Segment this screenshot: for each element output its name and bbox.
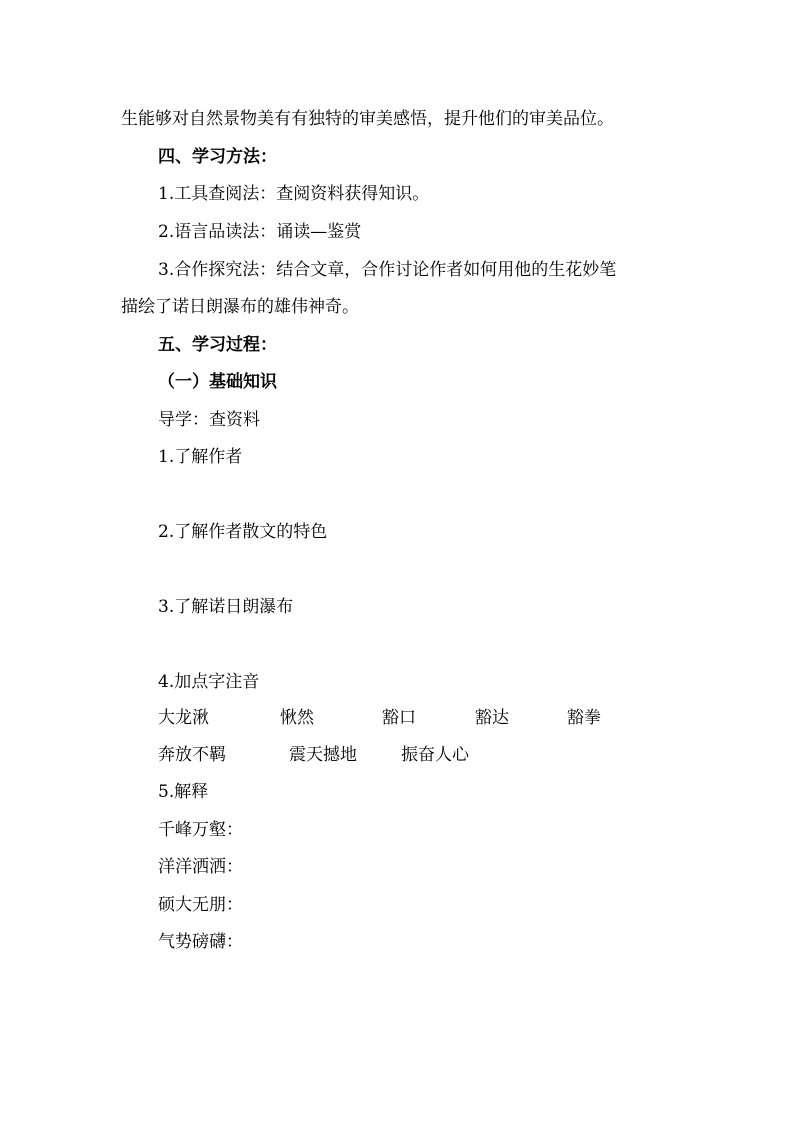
- pinyin-term: 奔放不羁: [158, 745, 226, 765]
- method-2: 2.语言品读法：诵读—鉴赏: [158, 222, 362, 242]
- explain-term: 硕大无朋：: [158, 895, 243, 915]
- guide-text: 导学：查资料: [158, 410, 260, 430]
- pinyin-term: 豁口: [382, 708, 416, 728]
- pinyin-term: 震天撼地: [289, 745, 357, 765]
- pinyin-term: 愀然: [280, 708, 314, 728]
- explain-term: 气势磅礴：: [158, 932, 243, 952]
- item-4: 4.加点字注音: [158, 672, 260, 692]
- method-3-continuation: 描绘了诺日朗瀑布的雄伟神奇。: [121, 297, 359, 317]
- method-1: 1.工具查阅法：查阅资料获得知识。: [158, 184, 430, 204]
- pinyin-term: 大龙湫: [158, 708, 209, 728]
- pinyin-term: 振奋人心: [401, 745, 469, 765]
- item-3: 3.了解诺日朗瀑布: [158, 597, 294, 617]
- pinyin-term: 豁达: [475, 708, 509, 728]
- explain-term: 洋洋洒洒：: [158, 857, 243, 877]
- explain-term: 千峰万壑：: [158, 820, 243, 840]
- section-4-heading: 四、学习方法：: [158, 147, 277, 167]
- item-1: 1.了解作者: [158, 447, 243, 467]
- method-3: 3.合作探究法：结合文章，合作讨论作者如何用他的生花妙笔: [158, 260, 617, 280]
- subsection-1-heading: （一）基础知识: [158, 372, 277, 392]
- explain-heading: 5.解释: [158, 782, 209, 802]
- section-5-heading: 五、学习过程：: [158, 335, 277, 355]
- pinyin-term: 豁拳: [567, 708, 601, 728]
- intro-tail-text: 生能够对自然景物美有有独特的审美感悟，提升他们的审美品位。: [121, 109, 614, 129]
- item-2: 2.了解作者散文的特色: [158, 522, 328, 542]
